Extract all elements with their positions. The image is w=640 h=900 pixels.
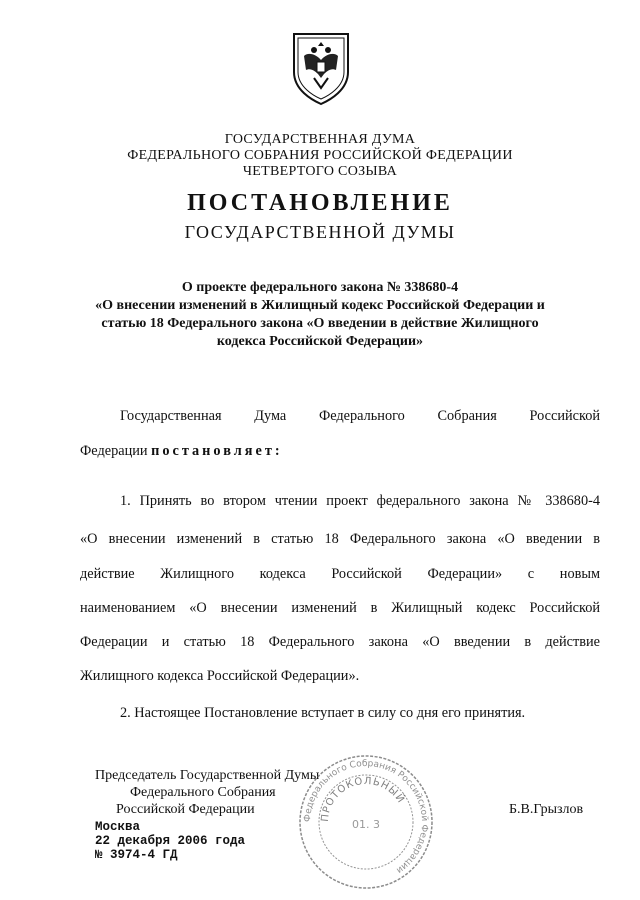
- document-title: ПОСТАНОВЛЕНИЕ: [187, 190, 453, 216]
- org-name-line-1: ГОСУДАРСТВЕННАЯ ДУМА: [224, 132, 416, 147]
- org-name-line-3: ЧЕТВЕРТОГО СОЗЫВА: [242, 164, 398, 179]
- svg-text:ПРОТОКОЛЬНЫЙ: [320, 776, 408, 823]
- item1-line-3: действие Жилищного кодекса Российской Федерации» с новым: [80, 566, 600, 582]
- place-of-adoption: Москва: [95, 820, 141, 834]
- signatory-position-line-1: Председатель Государственной Думы: [95, 768, 320, 783]
- preamble-line-2: [80, 443, 600, 460]
- coat-of-arms-icon: [290, 30, 352, 106]
- preamble-line-1: Государственная Дума Федерального Собрания Российской: [120, 408, 600, 424]
- subject-line-1: О проекте федерального закона № 338680-4: [181, 280, 459, 295]
- subject-line-2: «О внесении изменений в Жилищный кодекс Российской Федерации и: [95, 298, 545, 313]
- signatory-name: Б.В.Грызлов: [509, 802, 584, 817]
- signatory-position-line-3: Российской Федерации: [116, 802, 255, 817]
- signatory-position-line-2: Федерального Собрания: [130, 785, 276, 800]
- item2-text: 2. Настоящее Постановление вступает в силу со дня его принятия.: [120, 705, 526, 721]
- item1-line-6: Жилищного кодекса Российской Федерации».: [80, 668, 360, 684]
- adoption-date: 22 декабря 2006 года: [95, 834, 246, 848]
- subject-line-4: кодекса Российской Федерации»: [216, 334, 424, 349]
- stamp-outer-text: Федерального Собрания Российской Федерации: [302, 758, 430, 876]
- item1-line-2: «О внесении изменений в статью 18 Федерального закона «О введении в: [80, 531, 600, 547]
- preamble-text: Федерации: [80, 443, 152, 459]
- stamp-inner-text: ПРОТОКОЛЬНЫЙ: [319, 775, 407, 823]
- document-subtitle: ГОСУДАРСТВЕННОЙ ДУМЫ: [184, 222, 456, 242]
- subject-line-3: статью 18 Федерального закона «О введении в действие Жилищного: [101, 316, 539, 331]
- resolves-word: постановляет:: [151, 443, 283, 459]
- org-name-line-2: ФЕДЕРАЛЬНОГО СОБРАНИЯ РОССИЙСКОЙ ФЕДЕРАЦИИ: [127, 148, 513, 163]
- round-seal-stamp-icon: [296, 752, 436, 892]
- stamp-center-text: 01. 3: [352, 818, 380, 831]
- resolution-number: № 3974-4 ГД: [95, 848, 178, 862]
- item1-line-4: наименованием «О внесении изменений в Жилищный кодекс Российской: [80, 600, 600, 616]
- item1-line-1: 1. Принять во втором чтении проект федерального закона № 338680-4: [120, 493, 600, 509]
- item1-line-5: Федерации и статью 18 Федерального закона «О введении в действие: [80, 634, 600, 650]
